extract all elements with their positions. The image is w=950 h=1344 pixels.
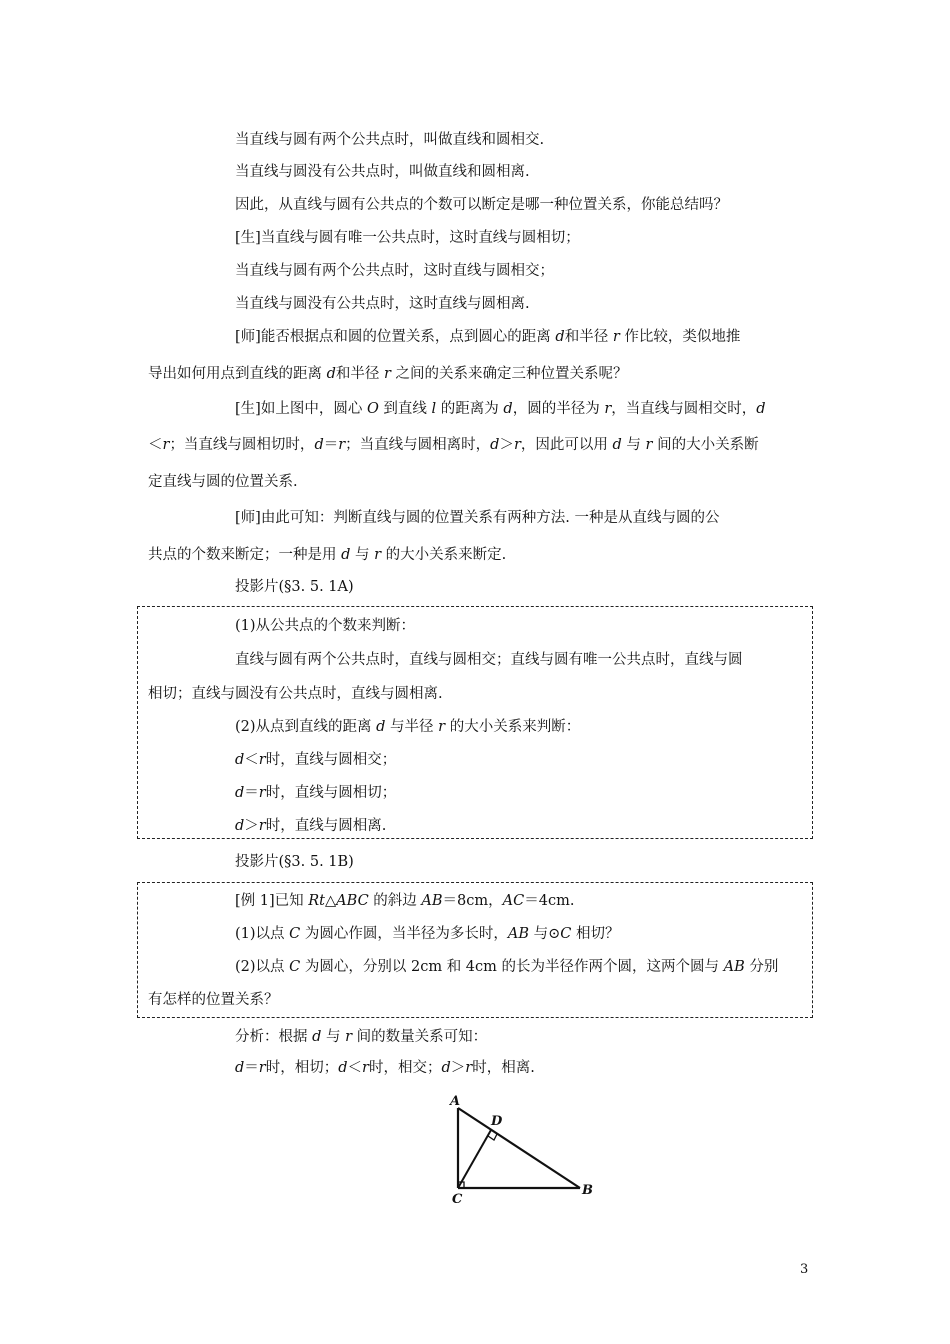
text-line: [生]当直线与圆有唯一公共点时，这时直线与圆相切； xyxy=(235,230,580,246)
text-line: 定直线与圆的位置关系. xyxy=(148,474,298,490)
triangle-figure xyxy=(446,1090,606,1210)
text-line: 分析：根据 d 与 r 间的数量关系可知： xyxy=(235,1029,488,1045)
box-line: (1)从公共点的个数来判断： xyxy=(235,618,416,634)
text-line: 共点的个数来断定；一种是用 d 与 r 的大小关系来断定. xyxy=(148,547,507,563)
text-line: 当直线与圆没有公共点时，这时直线与圆相离. xyxy=(235,296,530,312)
box-line: 相切；直线与圆没有公共点时，直线与圆相离. xyxy=(148,686,443,702)
text-line: d＝r时，相切；d＜r时，相交；d＞r时，相离. xyxy=(235,1060,535,1076)
box-line: d＝r时，直线与圆相切； xyxy=(235,785,397,801)
text-line: [生]如上图中，圆心 O 到直线 l 的距离为 d，圆的半径为 r，当直线与圆相交时，d xyxy=(235,401,766,417)
text-line: ＜r；当直线与圆相切时，d＝r；当直线与圆相离时，d＞r，因此可以用 d 与 r 间的大小关系断 xyxy=(148,437,759,453)
vertex-label-d: D xyxy=(491,1114,503,1129)
box-line: [例 1]已知 Rt△ABC 的斜边 AB＝8cm，AC＝4cm. xyxy=(235,893,575,909)
side-ab xyxy=(458,1108,580,1188)
vertex-label-a: A xyxy=(450,1094,461,1109)
slide-label: 投影片(§3. 5. 1A) xyxy=(235,579,354,595)
vertex-label-c: C xyxy=(452,1192,463,1207)
text-line: 因此，从直线与圆有公共点的个数可以断定是哪一种位置关系，你能总结吗？ xyxy=(235,197,728,213)
altitude-cd xyxy=(458,1130,491,1188)
text-line: 导出如何用点到直线的距离 d和半径 r 之间的关系来确定三种位置关系呢？ xyxy=(148,366,628,382)
box-line: d＜r时，直线与圆相交； xyxy=(235,752,397,768)
text-line: 当直线与圆有两个公共点时，这时直线与圆相交； xyxy=(235,263,554,279)
text-line: 当直线与圆有两个公共点时，叫做直线和圆相交. xyxy=(235,132,545,148)
box-line: 直线与圆有两个公共点时，直线与圆相交；直线与圆有唯一公共点时，直线与圆 xyxy=(235,652,743,668)
box-line: d＞r时，直线与圆相离. xyxy=(235,818,387,834)
box-line: 有怎样的位置关系？ xyxy=(148,992,279,1008)
box-line: (1)以点 C 为圆心作圆，当半径为多长时，AB 与⊙C 相切？ xyxy=(235,926,620,942)
box-line: (2)从点到直线的距离 d 与半径 r 的大小关系来判断： xyxy=(235,719,581,735)
text-line: [师]由此可知：判断直线与圆的位置关系有两种方法. 一种是从直线与圆的公 xyxy=(235,510,720,526)
vertex-label-b: B xyxy=(582,1183,593,1198)
text-line: 当直线与圆没有公共点时，叫做直线和圆相离. xyxy=(235,164,530,180)
slide-label: 投影片(§3. 5. 1B) xyxy=(235,854,354,870)
text-line: [师]能否根据点和圆的位置关系，点到圆心的距离 d和半径 r 作比较，类似地推 xyxy=(235,329,741,345)
box-line: (2)以点 C 为圆心，分别以 2cm 和 4cm 的长为半径作两个圆，这两个圆与 AB 分别 xyxy=(235,959,779,975)
page-number: 3 xyxy=(800,1262,809,1277)
